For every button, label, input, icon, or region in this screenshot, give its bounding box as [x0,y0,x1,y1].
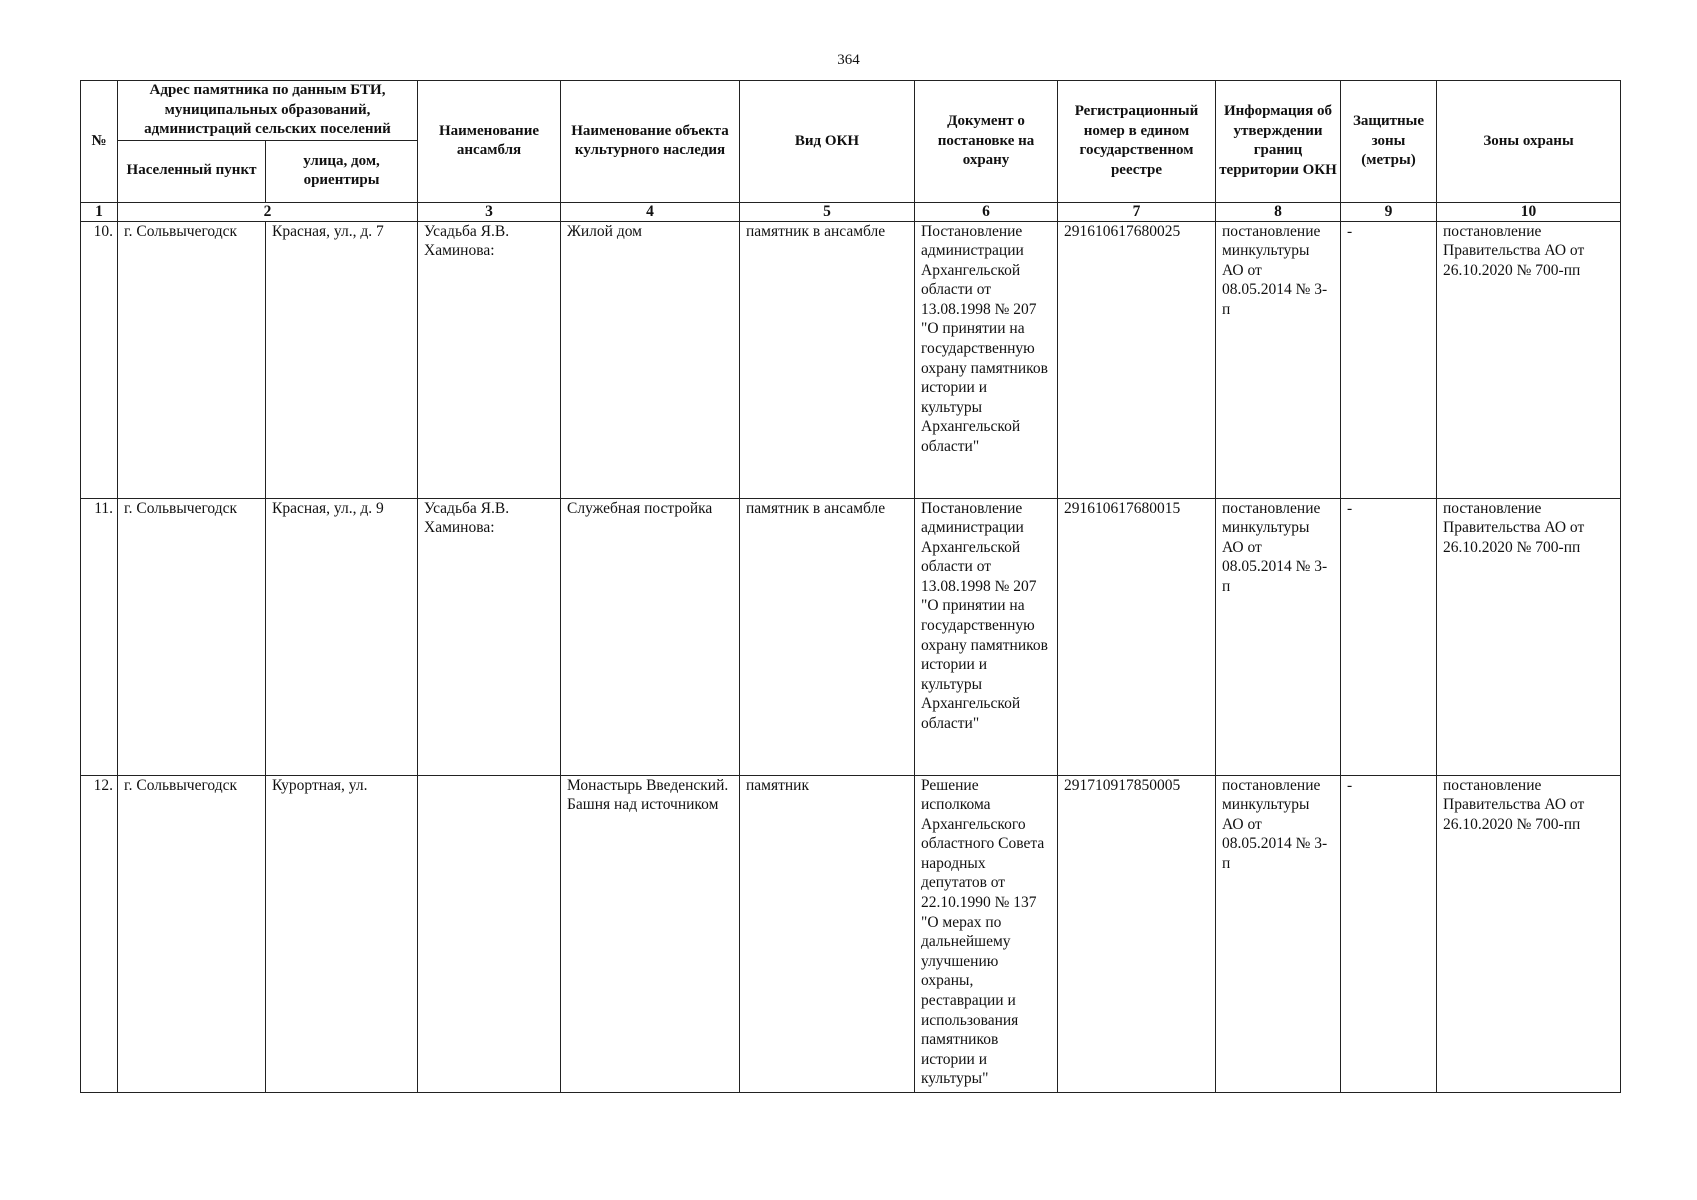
header-address-group: Адрес памятника по данным БТИ, муниципальных образований, администраций сельских поселений [118,81,418,141]
protective-zones-cell: - [1341,498,1437,775]
row-number: 11. [81,498,118,775]
column-number: 7 [1058,202,1216,221]
street-cell: Курортная, ул. [266,775,418,1092]
column-number: 10 [1437,202,1621,221]
security-zones-cell: постановление Правительства АО от 26.10.2020 № 700-пп [1437,775,1621,1092]
page-number: 364 [837,52,860,68]
ensemble-cell: Усадьба Я.В. Хаминова: [418,221,561,498]
header-type: Вид ОКН [740,81,915,203]
header-protective-zones: Защитные зоны (метры) [1341,81,1437,203]
table-row [81,775,1621,1092]
header-document: Документ о постановке на охрану [915,81,1058,203]
document-cell: Решение исполкома Архангельского областного Совета народных депутатов от 22.10.1990 № 137 "О мерах по дальнейшему улучшению охраны, реставрации и использования памятников истории и культуры" [915,775,1058,1092]
street-cell: Красная, ул., д. 7 [266,221,418,498]
security-zones-cell: постановление Правительства АО от 26.10.2020 № 700-пп [1437,221,1621,498]
document-cell: Постановление администрации Архангельской области от 13.08.1998 № 207 "О принятии на государственную охрану памятников истории и культуры Архангельской области" [915,498,1058,775]
row-number: 10. [81,221,118,498]
header-object-name: Наименование объекта культурного наследия [561,81,740,203]
protective-zones-cell: - [1341,775,1437,1092]
table-row [81,498,1621,775]
column-number: 2 [118,202,418,221]
settlement-cell: г. Сольвычегодск [118,775,266,1092]
header-no: № [81,81,118,203]
column-number: 3 [418,202,561,221]
protective-zones-cell: - [1341,221,1437,498]
column-number-row [81,202,1621,221]
header-borders-info: Информация об утверждении границ территории ОКН [1216,81,1341,203]
document-cell: Постановление администрации Архангельской области от 13.08.1998 № 207 "О принятии на государственную охрану памятников истории и культуры Архангельской области" [915,221,1058,498]
header-street: улица, дом, ориентиры [266,140,418,202]
header-registry-number: Регистрационный номер в едином государственном реестре [1058,81,1216,203]
object-name-cell: Служебная постройка [561,498,740,775]
settlement-cell: г. Сольвычегодск [118,498,266,775]
object-name-cell: Монастырь Введенский. Башня над источником [561,775,740,1092]
header-settlement: Населенный пункт [118,140,266,202]
column-number: 8 [1216,202,1341,221]
table-row [81,221,1621,498]
header-ensemble: Наименование ансамбля [418,81,561,203]
registry-number-cell: 291610617680025 [1058,221,1216,498]
column-number: 5 [740,202,915,221]
borders-info-cell: постановление минкультуры АО от 08.05.2014 № 3-п [1216,775,1341,1092]
heritage-objects-table [80,80,1621,1093]
registry-number-cell: 291610617680015 [1058,498,1216,775]
header-row [81,81,1621,141]
type-cell: памятник в ансамбле [740,498,915,775]
type-cell: памятник в ансамбле [740,221,915,498]
security-zones-cell: постановление Правительства АО от 26.10.2020 № 700-пп [1437,498,1621,775]
street-cell: Красная, ул., д. 9 [266,498,418,775]
settlement-cell: г. Сольвычегодск [118,221,266,498]
header-security-zones: Зоны охраны [1437,81,1621,203]
registry-number-cell: 291710917850005 [1058,775,1216,1092]
column-number: 1 [81,202,118,221]
column-number: 9 [1341,202,1437,221]
ensemble-cell: Усадьба Я.В. Хаминова: [418,498,561,775]
borders-info-cell: постановление минкультуры АО от 08.05.2014 № 3-п [1216,221,1341,498]
type-cell: памятник [740,775,915,1092]
column-number: 4 [561,202,740,221]
row-number: 12. [81,775,118,1092]
ensemble-cell [418,775,561,1092]
column-number: 6 [915,202,1058,221]
borders-info-cell: постановление минкультуры АО от 08.05.2014 № 3-п [1216,498,1341,775]
object-name-cell: Жилой дом [561,221,740,498]
